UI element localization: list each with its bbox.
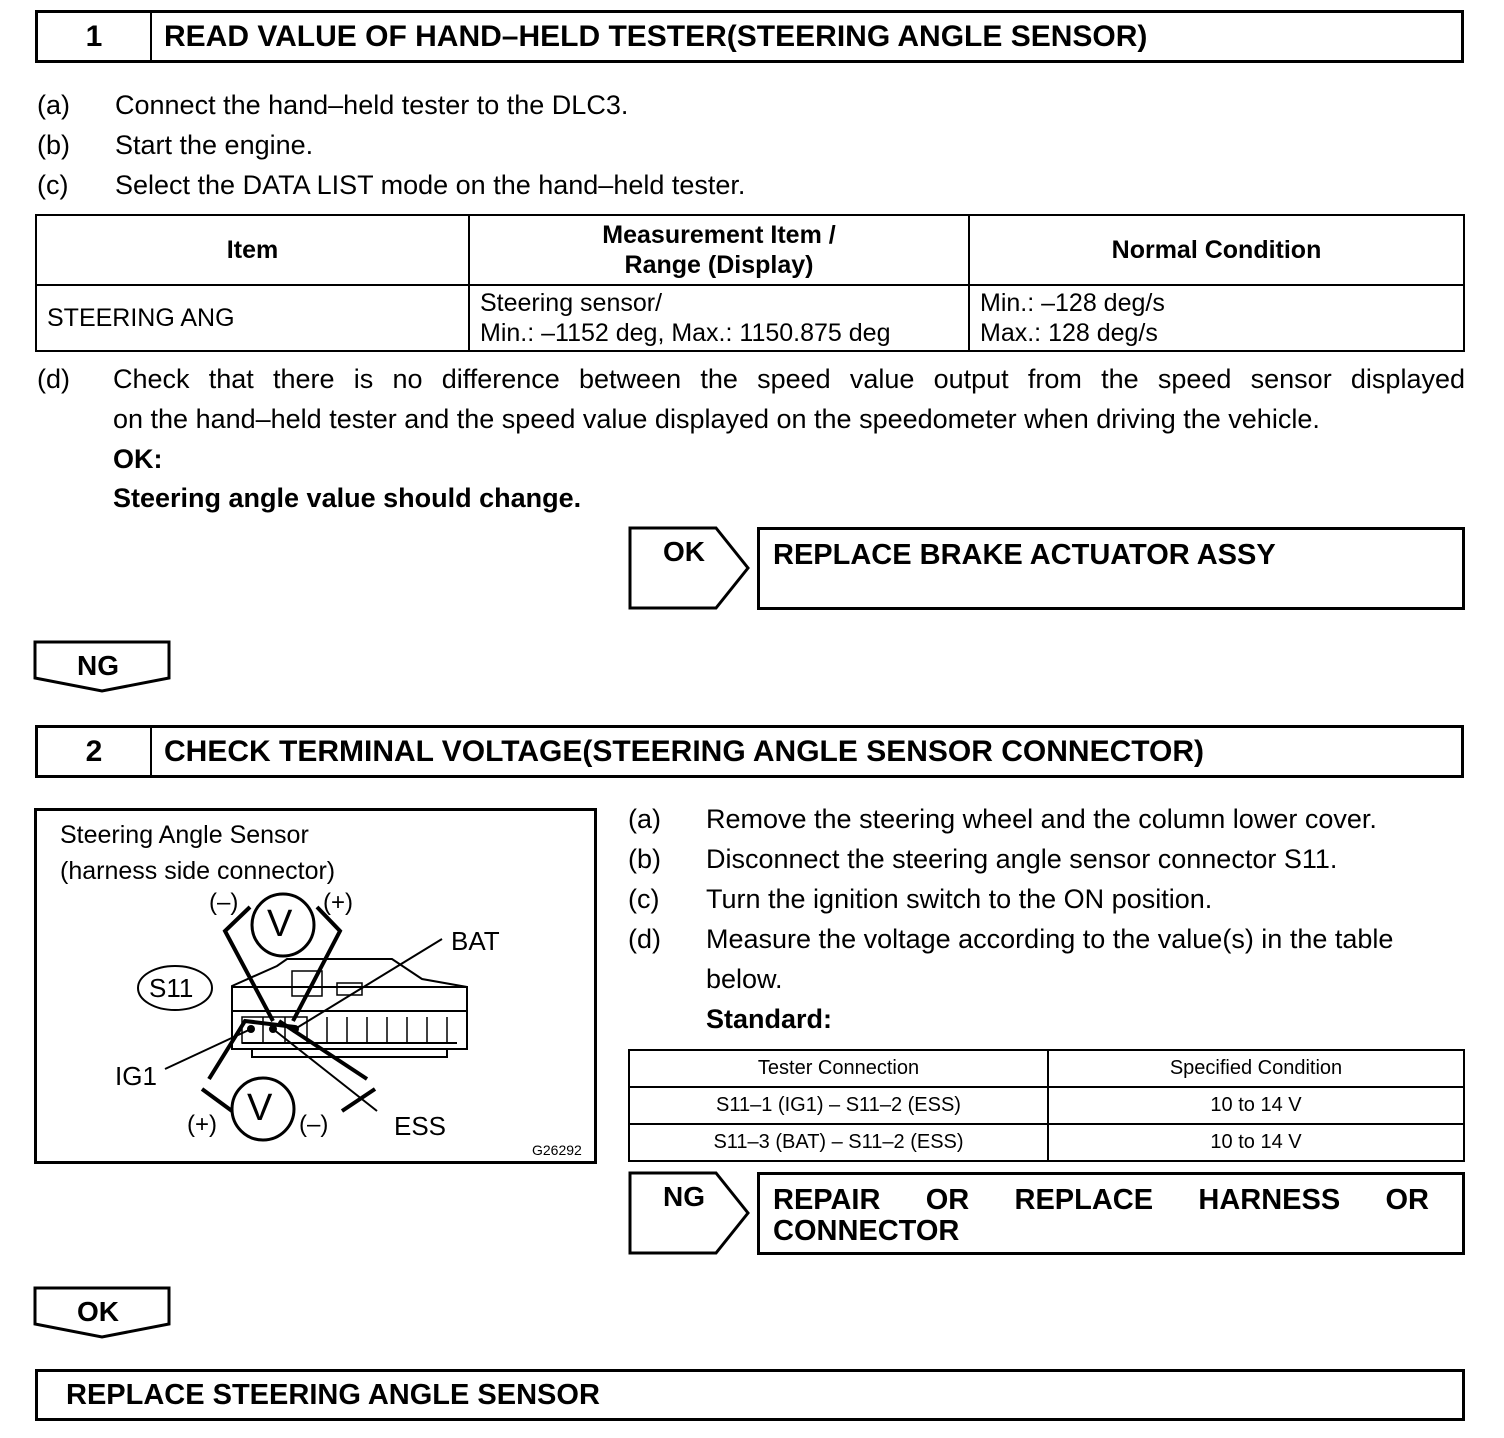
ok-tag-label: OK <box>77 1296 119 1327</box>
ok-tag-label: OK <box>663 536 705 567</box>
table-row <box>36 285 1464 351</box>
table-header-item: Item <box>36 215 469 285</box>
step2-number: 2 <box>38 728 152 775</box>
table-header-specified: Specified Condition <box>1048 1050 1464 1087</box>
figure-code: G26292 <box>532 1142 582 1158</box>
lower-v-label: V <box>247 1087 273 1129</box>
step2-title: CHECK TERMINAL VOLTAGE(STEERING ANGLE SENSOR CONNECTOR) <box>164 734 1205 768</box>
step1-substep-d-line1: Check that there is no difference between the speed value output from the speed sensor displayed <box>113 364 1465 394</box>
data-list-table <box>35 214 1465 352</box>
step1-number: 1 <box>38 13 152 60</box>
table-cell-range: Steering sensor/ Min.: –1152 deg, Max.: 1150.875 deg <box>469 285 969 351</box>
final-action-text: REPLACE STEERING ANGLE SENSOR <box>66 1379 600 1411</box>
ok-criteria-text: Steering angle value should change. <box>113 483 582 513</box>
table-header-connection: Tester Connection <box>629 1050 1048 1087</box>
ng-tag-label: NG <box>77 650 119 681</box>
step1-title: READ VALUE OF HAND–HELD TESTER(STEERING ANGLE SENSOR) <box>164 19 1148 53</box>
ok-criteria-label: OK: <box>113 444 163 474</box>
figure-title-line1: Steering Angle Sensor <box>60 821 309 849</box>
ig1-label: IG1 <box>115 1061 157 1091</box>
ess-label: ESS <box>394 1111 447 1141</box>
voltage-table <box>628 1049 1465 1162</box>
step1-header <box>35 10 1464 63</box>
standard-label: Standard: <box>706 1004 833 1034</box>
table-cell-condition: Min.: –128 deg/s Max.: 128 deg/s <box>969 285 1464 351</box>
connector-figure <box>34 808 597 1164</box>
table-row: S11–3 (BAT) – S11–2 (ESS) 10 to 14 V <box>629 1124 1464 1161</box>
ok-action-box <box>757 527 1465 610</box>
final-action-box <box>35 1369 1465 1421</box>
bat-label: BAT <box>451 926 500 956</box>
ng-action-line2: CONNECTOR <box>773 1215 960 1247</box>
upper-v-label: V <box>267 903 293 945</box>
figure-title-line2: (harness side connector) <box>60 857 336 885</box>
step2-substep-d-cont: below. <box>706 964 783 994</box>
lower-plus-label: (+) <box>187 1111 217 1138</box>
ng-action-box <box>757 1172 1465 1255</box>
ng-action-line1: REPAIR OR REPLACE HARNESS OR <box>773 1184 1429 1216</box>
upper-plus-label: (+) <box>323 889 353 916</box>
step1-substep-d-line2: on the hand–held tester and the speed value displayed on the speedometer when driving the vehicle. <box>113 404 1320 434</box>
table-cell-item: STEERING ANG <box>36 285 469 351</box>
s11-label: S11 <box>149 973 194 1003</box>
ok-action-text: REPLACE BRAKE ACTUATOR ASSY <box>773 539 1276 571</box>
step2-header <box>35 725 1464 778</box>
table-header-range: Measurement Item / Range (Display) <box>469 215 969 285</box>
upper-minus-label: (–) <box>209 889 239 916</box>
table-header-condition: Normal Condition <box>969 215 1464 285</box>
table-row: S11–1 (IG1) – S11–2 (ESS) 10 to 14 V <box>629 1087 1464 1124</box>
lower-minus-label: (–) <box>299 1111 329 1138</box>
ng-tag-label: NG <box>663 1181 705 1212</box>
